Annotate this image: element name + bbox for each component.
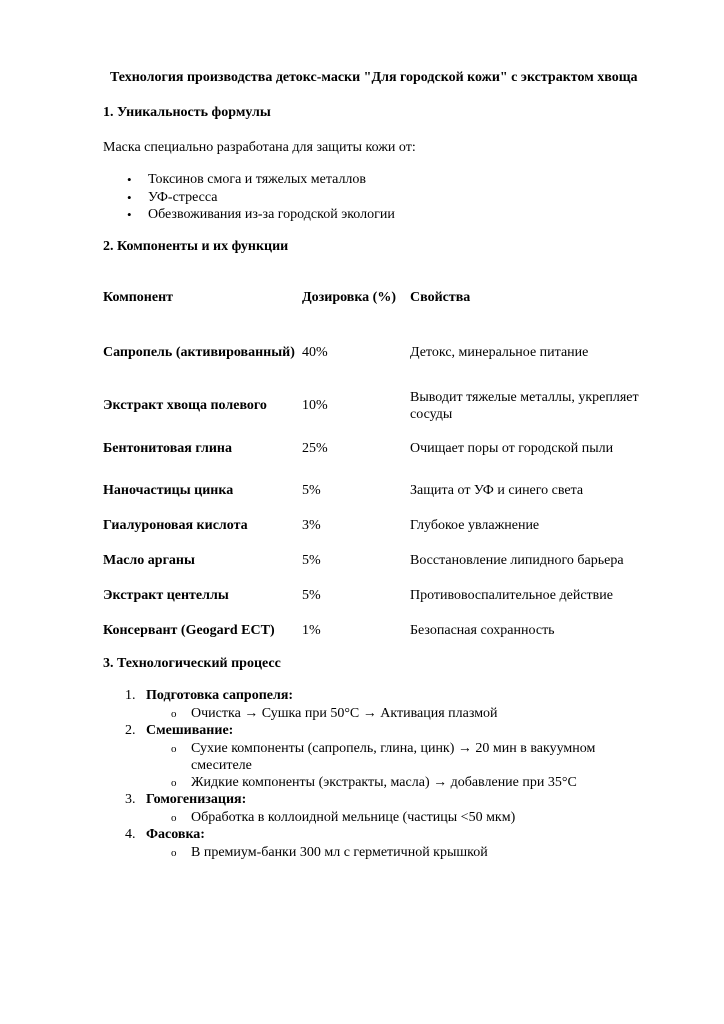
table-header-row [103, 279, 680, 316]
step-number: 2. [125, 723, 136, 738]
cell-dose: 1% [302, 623, 321, 638]
table-row [103, 613, 680, 648]
header-dose: Дозировка (%) [302, 290, 397, 305]
table-row [103, 388, 680, 423]
cell-dose: 5% [302, 588, 321, 603]
step-number: 4. [125, 827, 136, 842]
table-row [103, 578, 680, 613]
cell-component: Гиалуроновая кислота [103, 518, 248, 533]
process-step [0, 791, 621, 826]
substep-item: o Обработка в коллоидной мельнице (частицы <50 мкм) [146, 809, 621, 826]
cell-component: Экстракт хвоща полевого [103, 398, 267, 413]
table-row [103, 316, 680, 388]
components-table [103, 279, 680, 648]
step-number: 3. [125, 792, 136, 807]
process-step [0, 722, 621, 791]
cell-component: Масло арганы [103, 553, 195, 568]
section3-heading: 3. Технологический процесс [103, 656, 281, 671]
process-step [0, 687, 621, 722]
step-number: 1. [125, 688, 136, 703]
cell-component: Наночастицы цинка [103, 483, 234, 498]
step-substeps [146, 844, 621, 861]
cell-dose: 25% [302, 440, 328, 456]
step-substeps [146, 705, 621, 722]
header-props: Свойства [410, 290, 471, 305]
substep-item: o Жидкие компоненты (экстракты, масла) → добавление при 35°C [146, 774, 621, 791]
cell-component: Сапропель (активированный) [103, 344, 295, 360]
section1-heading: 1. Уникальность формулы [103, 105, 271, 120]
substep-item: o Очистка → Сушка при 50°C → Активация плазмой [146, 705, 621, 722]
header-component: Компонент [103, 290, 174, 305]
table-row [103, 508, 680, 543]
section1-intro: Маска специально разработана для защиты кожи от: [103, 140, 416, 155]
section2-heading: 2. Компоненты и их функции [103, 239, 289, 254]
cell-props: Защита от УФ и синего света [410, 483, 584, 498]
section1-bullet-list [0, 171, 395, 224]
step-substeps [146, 740, 621, 791]
table-row [103, 423, 680, 473]
cell-props: Безопасная сохранность [410, 623, 555, 638]
process-list [0, 687, 621, 861]
step-title: Смешивание: [146, 723, 234, 738]
cell-props: Восстановление липидного барьера [410, 553, 624, 568]
bullet-item: • Обезвоживания из-за городской экологии [0, 206, 395, 224]
substep-item: o В премиум-банки 300 мл с герметичной крышкой [146, 844, 621, 861]
cell-component: Бентонитовая глина [103, 440, 232, 456]
cell-component: Экстракт центеллы [103, 588, 229, 603]
substep-item: o Сухие компоненты (сапропель, глина, цинк) → 20 мин в вакуумном смесителе [146, 740, 621, 774]
bullet-item: • УФ-стресса [0, 189, 395, 207]
step-title: Фасовка: [146, 827, 205, 842]
bullet-item: • Токсинов смога и тяжелых металлов [0, 171, 395, 189]
document-title: Технология производства детокс-маски "Для городской кожи" с экстрактом хвоща [110, 70, 638, 85]
cell-props: Противовоспалительное действие [410, 588, 613, 603]
table-row [103, 473, 680, 508]
cell-props: Очищает поры от городской пыли [410, 440, 614, 456]
step-title: Подготовка сапропеля: [146, 688, 294, 703]
cell-dose: 40% [302, 344, 328, 360]
cell-props: Детокс, минеральное питание [410, 344, 589, 360]
cell-component: Консервант (Geogard ECT) [103, 623, 275, 638]
table-row [103, 543, 680, 578]
step-substeps [146, 809, 621, 826]
cell-props: Выводит тяжелые металлы, укрепляет сосуды [410, 389, 639, 422]
cell-dose: 5% [302, 483, 321, 498]
cell-dose: 10% [302, 398, 328, 413]
cell-props: Глубокое увлажнение [410, 518, 540, 533]
step-title: Гомогенизация: [146, 792, 247, 807]
cell-dose: 5% [302, 553, 321, 568]
cell-dose: 3% [302, 518, 321, 533]
process-step [0, 826, 621, 861]
